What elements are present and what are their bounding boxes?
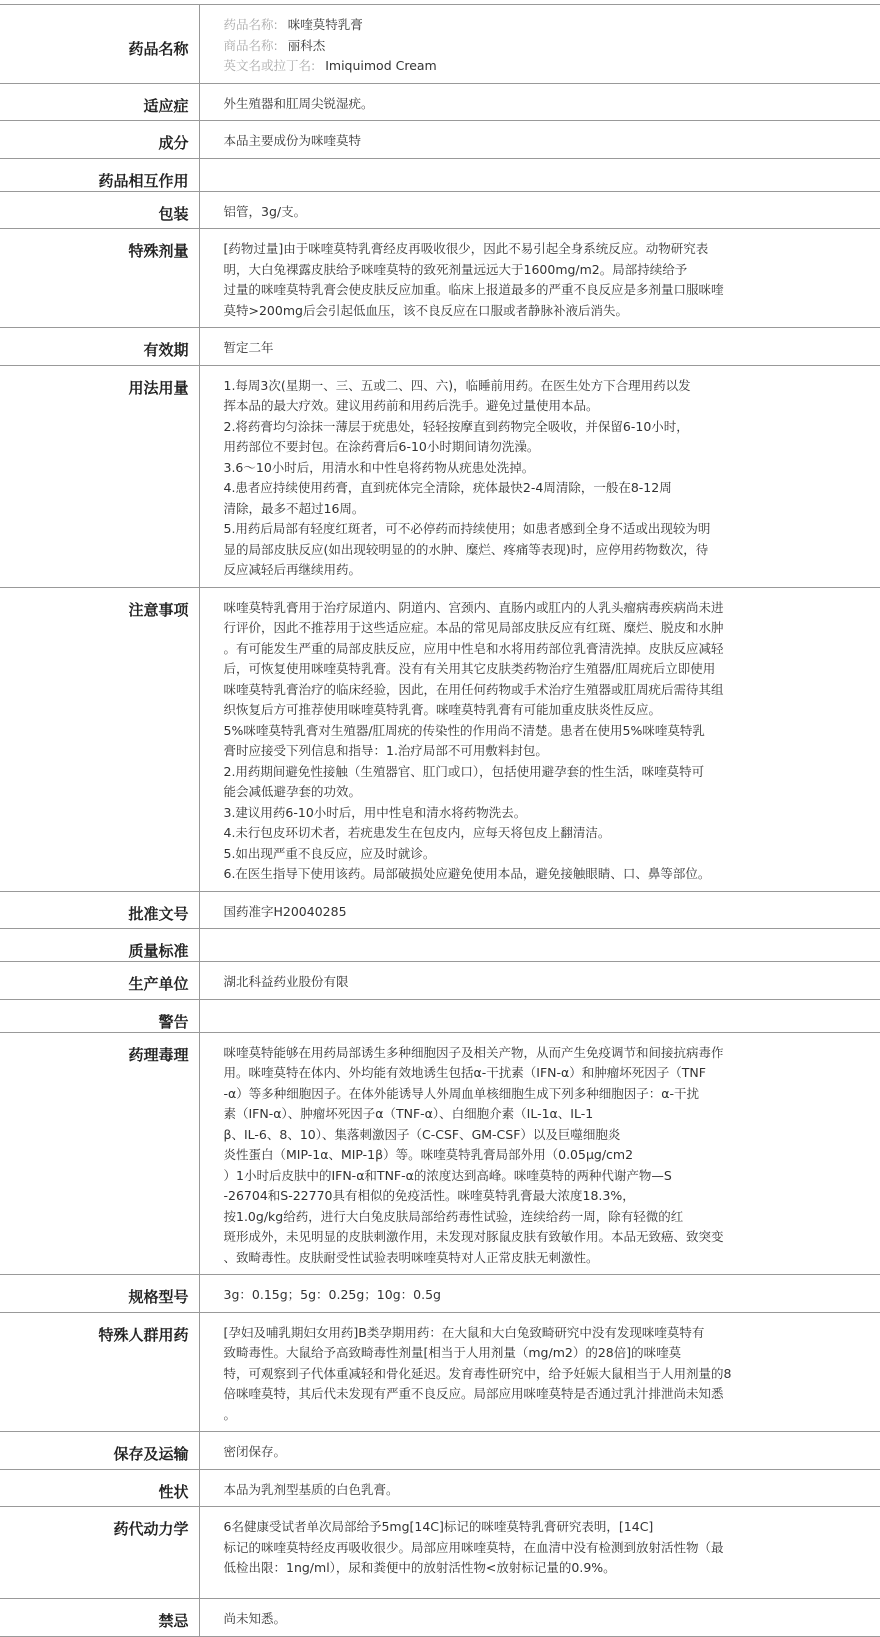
text-line: 、致畸毒性。皮肤耐受性试验表明咪喹莫特对人正常皮肤无刺激性。 xyxy=(223,1249,599,1265)
row-label: 成分 xyxy=(0,121,199,159)
text-line: 5.如出现严重不良反应，应及时就诊。 xyxy=(223,845,436,861)
text-line: 行评价，因此不推荐用于这些适应症。本品的常见局部皮肤反应有红斑、糜烂、脱皮和水肿 xyxy=(223,620,724,635)
info-row xyxy=(0,229,880,328)
info-row xyxy=(0,1312,880,1432)
row-label: 用法用量 xyxy=(0,365,199,587)
info-row xyxy=(0,328,880,366)
info-row xyxy=(0,891,880,929)
info-row xyxy=(0,121,880,159)
row-value xyxy=(199,1032,880,1275)
text-line: 。有可能发生严重的局部皮肤反应，应用中性皂和水将用药部位乳膏清洗掉。皮肤反应减轻 xyxy=(223,640,724,656)
text-line: 咪喹莫特乳膏治疗的临床经验，因此，在用任何药物或手术治疗生殖器或肛周疣后需待其组 xyxy=(223,681,724,697)
text-line: -α）等多种细胞因子。在体外能诱导人外周血单核细胞生成下列多种细胞因子：α-干扰 xyxy=(223,1085,700,1101)
text-line: 本品为乳剂型基质的白色乳膏。 xyxy=(223,1481,399,1497)
row-label: 生产单位 xyxy=(0,962,199,1000)
text-line: 标记的咪喹莫特经皮再吸收很少。局部应用咪喹莫特，在血清中没有检测到放射活性物（最 xyxy=(223,1539,724,1555)
text-line: 2.将药膏均匀涂抹一薄层于疣患处，轻轻按摩直到药物完全吸收，并保留6-10小时， xyxy=(223,418,689,434)
row-value xyxy=(199,83,880,121)
generic-name-line xyxy=(224,15,791,36)
text-line: 4.未行包皮环切术者，若疣患发生在包皮内，应每天将包皮上翻清洁。 xyxy=(223,825,611,840)
text-line: 湖北科益药业股份有限 xyxy=(223,974,349,989)
text-line: [药物过量]由于咪喹莫特乳膏经皮再吸收很少，因此不易引起全身系统反应。动物研究表 xyxy=(223,241,709,256)
text-line: 斑形成外，未见明显的皮肤刺激作用，未发现对豚鼠皮肤有致敏作用。本品无致癌、致突变 xyxy=(223,1229,724,1244)
text-line: 反应减轻后再继续用药。 xyxy=(223,562,362,577)
row-label: 特殊人群用药 xyxy=(0,1312,199,1432)
text-line: 特，可观察到子代体重减轻和骨化延迟。发育毒性研究中，给予妊娠大鼠相当于人用剂量的8 xyxy=(223,1365,732,1381)
info-row xyxy=(0,587,880,891)
info-row xyxy=(0,929,880,962)
english-name-value: Imiquimod Cream xyxy=(325,58,437,73)
row-label: 规格型号 xyxy=(0,1275,199,1313)
drug-info-body xyxy=(0,5,880,1637)
row-label: 包装 xyxy=(0,191,199,229)
text-line: 6名健康受试者单次局部给予5mg[14C]标记的咪喹莫特乳膏研究表明，[14C] xyxy=(223,1519,654,1534)
text-line: 倍咪喹莫特，其后代未发现有严重不良反应。局部应用咪喹莫特是否通过乳汁排泄尚未知悉 xyxy=(223,1386,724,1401)
row-value xyxy=(199,1507,880,1599)
text-line: 3g：0.15g；5g：0.25g；10g：0.5g xyxy=(223,1287,441,1302)
text-line: 莫特>200mg后会引起低血压，该不良反应在口服或者静脉补液后消失。 xyxy=(223,302,628,318)
row-label: 药品名称 xyxy=(0,5,199,84)
text-line: 后，可恢复使用咪喹莫特乳膏。没有有关用其它皮肤类药物治疗生殖器/肛周疣后立即使用 xyxy=(223,661,716,676)
text-line: 5%咪喹莫特乳膏对生殖器/肛周疣的传染性的作用尚不清楚。患者在使用5%咪喹莫特乳 xyxy=(223,722,705,738)
text-line: 暂定二年 xyxy=(223,340,274,355)
text-line: 能会减低避孕套的功效。 xyxy=(223,784,362,799)
row-value xyxy=(199,1275,880,1313)
text-line: β、IL-6、8、10）、集落刺激因子（C-CSF、GM-CSF）以及巨噬细胞炎 xyxy=(223,1126,621,1142)
row-value xyxy=(199,1432,880,1470)
text-line: [孕妇及哺乳期妇女用药]B类孕期用药：在大鼠和大白兔致畸研究中没有发现咪喹莫特有 xyxy=(223,1324,705,1340)
row-label: 警告 xyxy=(0,999,199,1032)
info-row xyxy=(0,191,880,229)
text-line: 致畸毒性。大鼠给予高致畸毒性剂量[相当于人用剂量（mg/m2）的28倍]的咪喹莫 xyxy=(223,1345,682,1360)
row-value xyxy=(199,929,880,962)
text-line: 膏时应接受下列信息和指导：1.治疗局部不可用敷料封包。 xyxy=(223,743,548,758)
text-line: 4.患者应持续使用药膏，直到疣体完全清除，疣体最快2-4周清除，一般在8-12周 xyxy=(223,480,672,495)
text-line: 低检出限：1ng/ml），尿和粪便中的放射活性物<放射标记量的0.9%。 xyxy=(223,1560,616,1575)
row-label: 适应症 xyxy=(0,83,199,121)
drug-info-table xyxy=(0,4,880,1637)
row-label: 性状 xyxy=(0,1469,199,1507)
text-line: 2.用药期间避免性接触（生殖器官、肛门或口），包括使用避孕套的性生活，咪喹莫特可 xyxy=(223,763,705,779)
text-line: 6.在医生指导下使用该药。局部破损处应避免使用本品，避免接触眼睛、口、鼻等部位。 xyxy=(223,866,711,881)
info-row xyxy=(0,365,880,587)
row-value xyxy=(199,1469,880,1507)
info-row xyxy=(0,1599,880,1637)
text-line: 清除，最多不超过16周。 xyxy=(223,500,365,516)
text-line: 显的局部皮肤反应(如出现较明显的的水肿、糜烂、疼痛等表现)时，应停用药物数次，待 xyxy=(223,541,709,557)
row-value xyxy=(199,891,880,929)
row-value xyxy=(199,365,880,587)
row-value xyxy=(199,962,880,1000)
row-value xyxy=(199,158,880,191)
info-row xyxy=(0,1275,880,1313)
row-value xyxy=(199,5,880,84)
row-label: 有效期 xyxy=(0,328,199,366)
info-row xyxy=(0,962,880,1000)
text-line: 铝管，3g/支。 xyxy=(223,203,307,219)
row-value xyxy=(199,191,880,229)
row-value xyxy=(199,1312,880,1432)
text-line: 密闭保存。 xyxy=(223,1444,287,1459)
text-line: 素（IFN-α）、肿瘤坏死因子α（TNF-α）、白细胞介素（IL-1α、IL-1 xyxy=(223,1106,594,1121)
row-value xyxy=(199,328,880,366)
text-line: 3.建议用药6-10小时后，用中性皂和清水将药物洗去。 xyxy=(223,804,527,820)
generic-name-label: 药品名称: xyxy=(223,17,278,32)
text-line: 5.用药后局部有轻度红斑者，可不必停药而持续使用；如患者感到全身不适或出现较为明 xyxy=(223,521,711,536)
text-line: 织恢复后方可推荐使用咪喹莫特乳膏。咪喹莫特乳膏有可能加重皮肤炎性反应。 xyxy=(223,702,662,717)
trade-name-label: 商品名称: xyxy=(223,37,278,53)
trade-name-line xyxy=(224,36,791,57)
text-line: 用。咪喹莫特在体内、外均能有效地诱生包括α-干扰素（IFN-α）和肿瘤坏死因子（TNF xyxy=(223,1065,706,1080)
text-line: 咪喹莫特乳膏用于治疗尿道内、阴道内、宫颈内、直肠内或肛内的人乳头瘤病毒疾病尚未进 xyxy=(223,599,724,615)
row-value xyxy=(199,121,880,159)
row-label: 禁忌 xyxy=(0,1599,199,1637)
row-value xyxy=(199,587,880,891)
row-drug-name xyxy=(0,5,880,84)
text-line: 外生殖器和肛周尖锐湿疣。 xyxy=(223,95,374,111)
row-value xyxy=(199,229,880,328)
text-line: 尚未知悉。 xyxy=(223,1611,287,1626)
english-name-line xyxy=(224,56,791,77)
row-value xyxy=(199,1599,880,1637)
text-line: 明，大白兔裸露皮肤给予咪喹莫特的致死剂量远远大于1600mg/m2。局部持续给予 xyxy=(223,261,688,277)
text-line: 。 xyxy=(223,1406,237,1422)
info-row xyxy=(0,158,880,191)
row-label: 质量标准 xyxy=(0,929,199,962)
row-label: 药理毒理 xyxy=(0,1032,199,1275)
row-value xyxy=(199,999,880,1032)
text-line: 按1.0g/kg给药，进行大白兔皮肤局部给药毒性试验，连续给药一周，除有轻微的红 xyxy=(223,1208,684,1224)
text-line: ）1小时后皮肤中的IFN-α和TNF-α的浓度达到高峰。咪喹莫特的两种代谢产物—S xyxy=(223,1167,672,1183)
info-row xyxy=(0,999,880,1032)
text-line: 3.6～10小时后，用清水和中性皂将药物从疣患处洗掉。 xyxy=(223,459,535,475)
text-line: 国药准字H20040285 xyxy=(223,903,347,919)
row-label: 注意事项 xyxy=(0,587,199,891)
text-line: -26704和S-22770具有相似的免疫活性。咪喹莫特乳膏最大浓度18.3%， xyxy=(223,1188,635,1203)
info-row xyxy=(0,1032,880,1275)
info-row xyxy=(0,1507,880,1599)
row-label: 特殊剂量 xyxy=(0,229,199,328)
text-line: 本品主要成份为咪喹莫特 xyxy=(223,133,362,148)
text-line: 咪喹莫特能够在用药局部诱生多种细胞因子及相关产物，从而产生免疫调节和间接抗病毒作 xyxy=(223,1044,724,1060)
trade-name-value: 丽科杰 xyxy=(287,37,326,53)
text-line: 1.每周3次(星期一、三、五或二、四、六)，临睡前用药。在医生处方下合理用药以发 xyxy=(223,377,691,393)
row-label: 保存及运输 xyxy=(0,1432,199,1470)
row-label: 药代动力学 xyxy=(0,1507,199,1599)
text-line: 挥本品的最大疗效。建议用药前和用药后洗手。避免过量使用本品。 xyxy=(223,398,599,413)
row-label: 批准文号 xyxy=(0,891,199,929)
info-row xyxy=(0,83,880,121)
text-line: 过量的咪喹莫特乳膏会使皮肤反应加重。临床上报道最多的严重不良反应是多剂量口服咪喹 xyxy=(223,282,724,297)
generic-name-value: 咪喹莫特乳膏 xyxy=(287,17,363,32)
english-name-label: 英文名或拉丁名: xyxy=(223,58,316,73)
info-row xyxy=(0,1469,880,1507)
text-line: 炎性蛋白（MIP-1α、MIP-1β）等。咪喹莫特乳膏局部外用（0.05μg/cm2 xyxy=(223,1147,634,1162)
text-line: 用药部位不要封包。在涂药膏后6-10小时期间请勿洗澡。 xyxy=(223,439,540,454)
row-label: 药品相互作用 xyxy=(0,158,199,191)
info-row xyxy=(0,1432,880,1470)
